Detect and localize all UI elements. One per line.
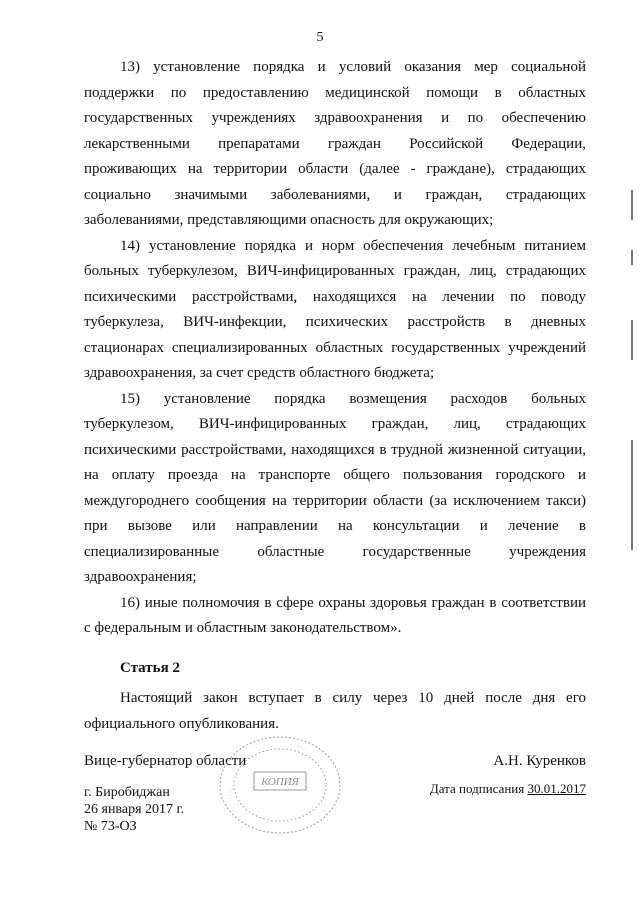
text-line: на оплату проезда на транспорте общего пользования городского и <box>84 467 586 483</box>
signatory-position: Вице-губернатор области <box>84 753 247 769</box>
document-body <box>84 55 586 642</box>
law-number: № 73-ОЗ <box>84 819 137 834</box>
text-line: здравоохранения, за счет средств областного бюджета; <box>84 365 435 381</box>
text-line: поддержки по предоставлению медицинской помощи в областных <box>84 84 586 101</box>
svg-text:· · · ·: · · · · <box>320 808 331 823</box>
page-number: 5 <box>316 30 324 45</box>
law-date: 26 января 2017 г. <box>84 802 185 817</box>
text-line: туберкулезом, ВИЧ-инфицированных граждан, лиц, страдающих <box>84 416 586 432</box>
text-line: психическими расстройствами, находящихся в трудной жизненной ситуации, <box>84 441 586 458</box>
text-line: 16) иные полномочия в сфере охраны здоровья граждан в соответствии <box>120 594 586 611</box>
text-line: с федеральным и областным законодательством». <box>84 620 402 636</box>
signing-date-label: Дата подписания <box>429 781 525 796</box>
text-line: специализированные областные государственные учреждения <box>84 543 586 560</box>
text-line: заболеваниями, представляющими опасность для окружающих; <box>84 212 494 228</box>
paragraph-item-16 <box>84 591 586 642</box>
text-line: при вызове или направлении на консультации и лечение в <box>84 518 586 534</box>
paragraph-item-15 <box>84 387 586 591</box>
text-line: 13) установление порядка и условий оказания мер социальной <box>120 59 586 75</box>
text-line: больных туберкулезом, ВИЧ-инфицированных граждан, лиц, страдающих <box>84 263 586 279</box>
text-line: социально значимыми заболеваниями, и граждан, страдающих <box>84 186 586 203</box>
city-name: г. Биробиджан <box>84 785 170 800</box>
text-line: 14) установление порядка и норм обеспечения лечебным питанием <box>120 237 586 254</box>
paragraph-item-14 <box>84 234 586 387</box>
paragraph-item-13 <box>84 55 586 234</box>
text-line: здравоохранения; <box>84 569 197 585</box>
scan-edge-marks <box>630 190 634 550</box>
signing-date-value: 30.01.2017 <box>527 781 586 796</box>
svg-text:· · · · ·: · · · · · <box>289 742 307 753</box>
article-title: Статья 2 <box>120 660 180 676</box>
signing-date-block <box>430 781 586 797</box>
text-line: официального опубликования. <box>84 715 279 732</box>
stamp-text: КОПИЯ <box>261 776 299 788</box>
svg-text:· · · · · ·: · · · · · · <box>244 739 266 752</box>
text-line: туберкулеза, ВИЧ-инфекции, психических расстройств в дневных <box>84 314 586 330</box>
text-line: лекарственными препаратами граждан Российской Федерации, <box>84 135 586 152</box>
signatory-name: А.Н. Куренков <box>493 753 586 769</box>
text-line: Настоящий закон вступает в силу через 10 дней после дня его <box>120 690 586 706</box>
text-line: 15) установление порядка возмещения расходов больных <box>120 390 586 407</box>
svg-text:· · · ·: · · · · <box>226 786 237 801</box>
text-line: государственных учреждениях здравоохранения и по обеспечению <box>84 110 586 126</box>
text-line: проживающих на территории области (далее - граждане), страдающих <box>84 161 586 177</box>
text-line: междугороднего сообщения на территории области (за исключением такси) <box>84 492 586 509</box>
text-line: психическими расстройствами, находящихся на лечении по поводу <box>84 288 586 305</box>
place-date-number <box>84 784 184 835</box>
copy-stamp-icon <box>210 730 350 840</box>
text-line: стационарах специализированных областных государственных учреждений <box>84 339 586 356</box>
